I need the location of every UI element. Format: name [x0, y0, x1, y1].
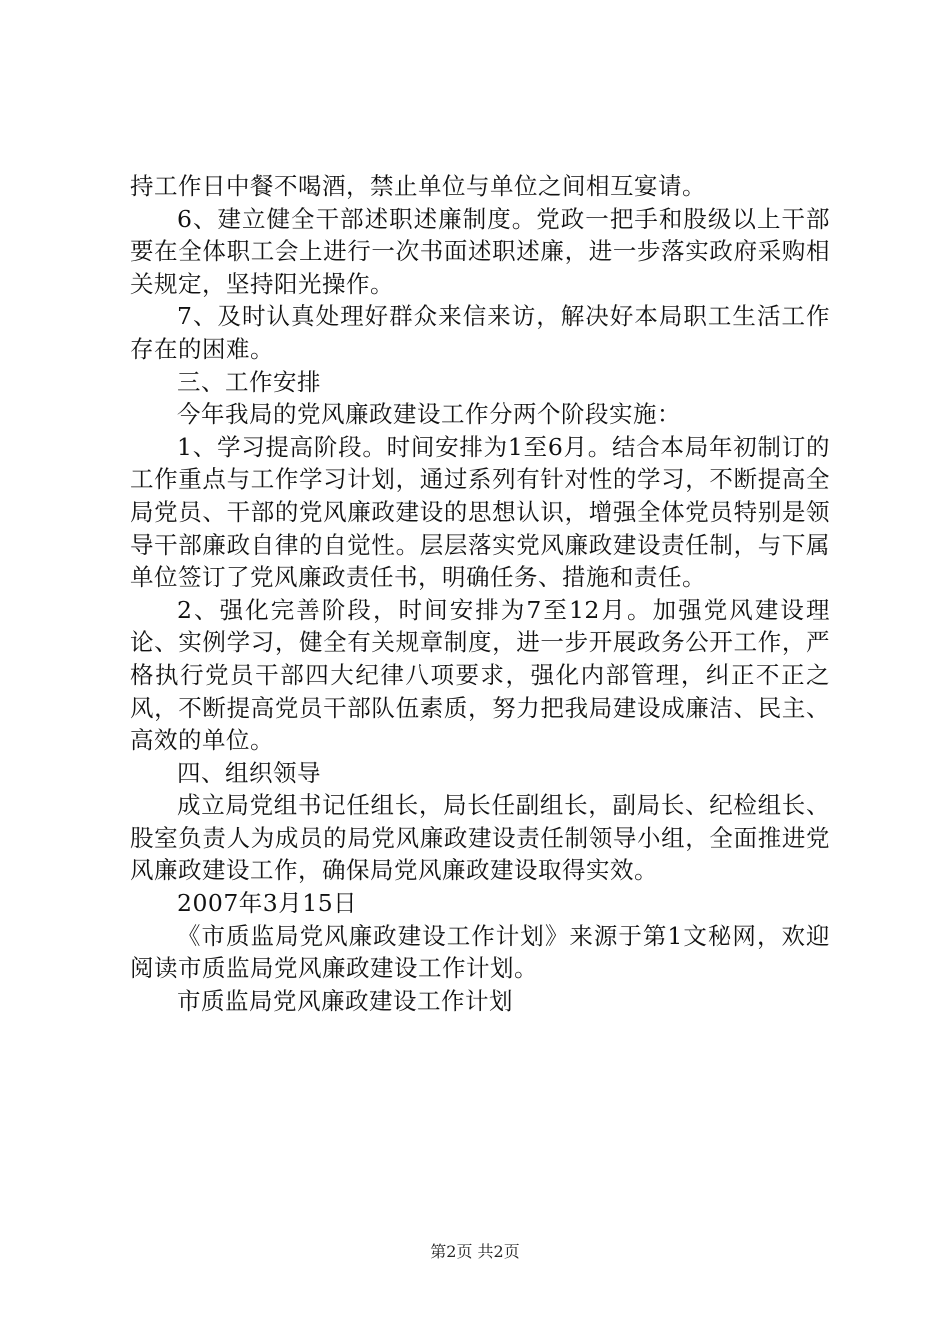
- paragraph: 6、建立健全干部述职述廉制度。党政一把手和股级以上干部要在全体职工会上进行一次书面述职述廉，进一步落实政府采购相关规定，坚持阳光操作。: [130, 204, 830, 298]
- paragraph: 7、及时认真处理好群众来信来访，解决好本局职工生活工作存在的困难。: [130, 302, 830, 363]
- document-title-line: 市质监局党风廉政建设工作计划: [177, 986, 513, 1015]
- section-heading: 四、组织领导: [177, 758, 321, 787]
- document-body: [130, 170, 830, 1017]
- document-date: 2007年3月15日: [177, 889, 358, 918]
- paragraph: 今年我局的党风廉政建设工作分两个阶段实施：: [177, 400, 681, 429]
- page-number-footer: 第2页 共2页: [430, 1242, 520, 1261]
- paragraph: 1、学习提高阶段。时间安排为1至6月。结合本局年初制订的工作重点与工作学习计划，通过系列有针对性的学习，不断提高全局党员、干部的党风廉政建设的思想认识，增强全体党员特别是领导干部廉政自律的自觉性。层层落实党风廉政建设责任制，与下属单位签订了党风廉政责任书，明确任务、措施和责任。: [130, 432, 830, 592]
- source-note: 《市质监局党风廉政建设工作计划》来源于第1文秘网，欢迎阅读市质监局党风廉政建设工作计划。: [130, 921, 830, 983]
- paragraph: 持工作日中餐不喝酒，禁止单位与单位之间相互宴请。: [130, 172, 706, 200]
- paragraph: 成立局党组书记任组长，局长任副组长，副局长、纪检组长、股室负责人为成员的局党风廉政建设责任制领导小组，全面推进党风廉政建设工作，确保局党风廉政建设取得实效。: [130, 791, 830, 885]
- paragraph: 2、强化完善阶段，时间安排为7至12月。加强党风建设理论、实例学习，健全有关规章制度，进一步开展政务公开工作，严格执行党员干部四大纪律八项要求，强化内部管理，纠正不正之风，不断提高党员干部队伍素质，努力把我局建设成廉洁、民主、高效的单位。: [130, 595, 830, 755]
- section-heading: 三、工作安排: [177, 367, 321, 396]
